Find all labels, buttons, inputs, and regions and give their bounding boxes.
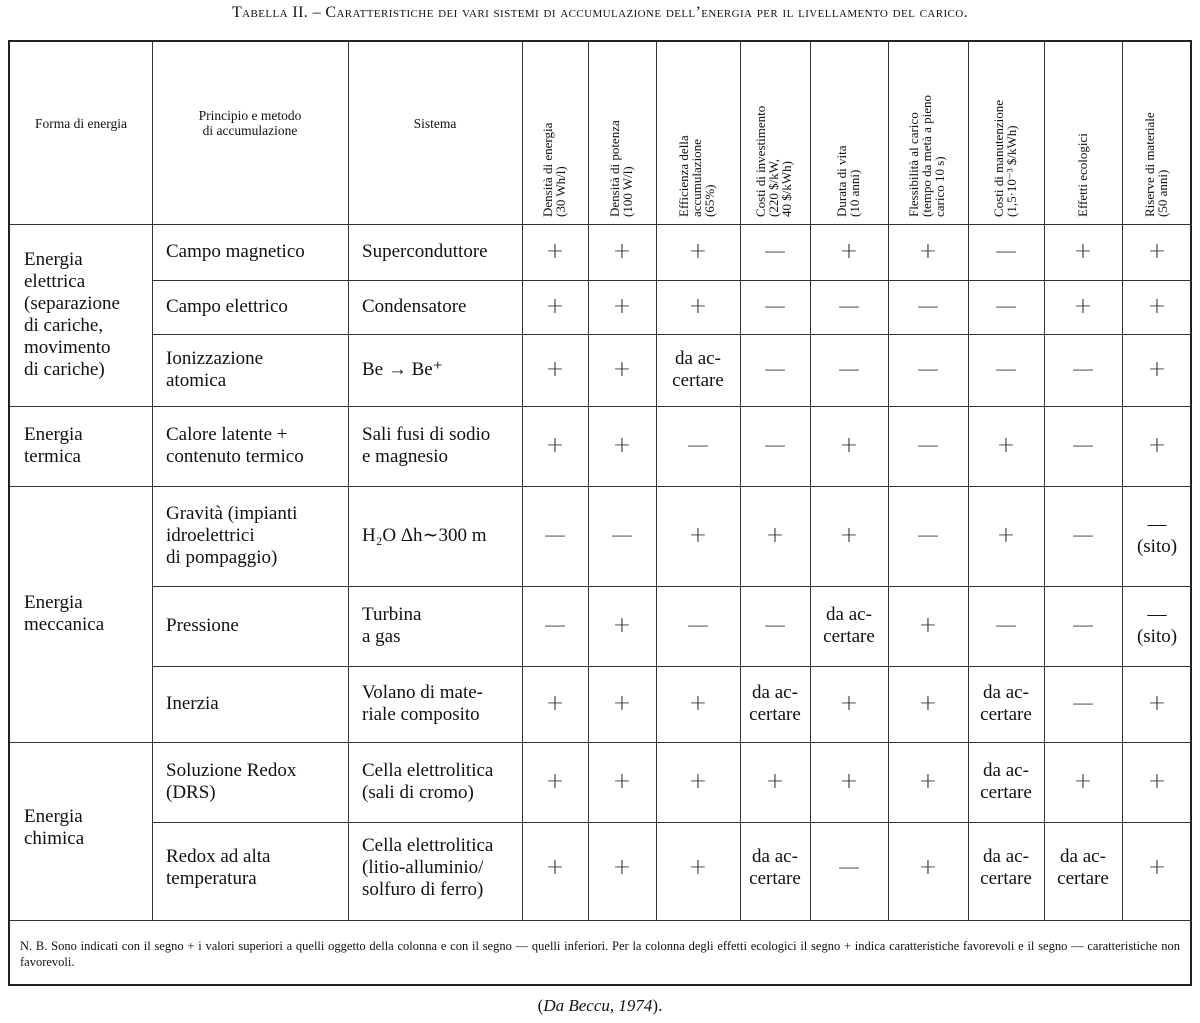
rating-cell: + [1147, 433, 1167, 458]
rating-cell: — [544, 613, 566, 638]
system-cell: Volano di mate- riale composito [362, 682, 484, 725]
rating-cell: + [545, 433, 565, 458]
energy-form-group: Energia chimica [24, 806, 85, 849]
energy-form-group: Energia termica [24, 424, 83, 467]
rating-cell: — [917, 357, 939, 382]
rating-cell: + [1147, 769, 1167, 794]
rating-cell: — [687, 433, 709, 458]
rating-cell: + [688, 294, 708, 319]
header-criterion-7 [968, 42, 1044, 224]
rating-cell: — [838, 294, 860, 319]
rating-cell: — [917, 523, 939, 548]
rating-cell: + [918, 613, 938, 638]
system-cell: Superconduttore [362, 241, 488, 262]
rating-cell: + [1073, 294, 1093, 319]
principle-cell: Inerzia [166, 693, 219, 714]
rating-cell: — [764, 433, 786, 458]
rating-cell: da ac- certare [823, 604, 875, 647]
rating-cell: + [1147, 239, 1167, 264]
rating-cell: + [688, 239, 708, 264]
header-criterion-label: Costi di investimento (220 $/kW, 40 $/kWh) [753, 105, 794, 217]
energy-form-group: Energia elettrica (separazione di cariche, movimento di cariche) [24, 249, 120, 380]
header-criterion-8 [1044, 42, 1122, 224]
rating-cell: da ac- certare [749, 846, 801, 889]
rating-cell: + [839, 691, 859, 716]
rating-cell: + [996, 523, 1016, 548]
rating-cell: — [764, 294, 786, 319]
rating-cell: + [688, 523, 708, 548]
rating-cell: — [917, 433, 939, 458]
header-forma-label: Forma di energia [35, 116, 127, 131]
system-cell: Sali fusi di sodio e magnesio [362, 424, 491, 467]
rating-cell: + [545, 855, 565, 880]
table-bottom-rule [10, 920, 1192, 921]
rating-cell: — [1072, 357, 1094, 382]
principle-cell: Campo elettrico [166, 296, 288, 317]
rating-cell: da ac- certare [1057, 846, 1109, 889]
rating-cell: da ac- certare [980, 846, 1032, 889]
system-cell: Condensatore [362, 296, 467, 317]
rating-cell: — [838, 357, 860, 382]
header-criterion-6 [888, 42, 968, 224]
principle-cell: Redox ad alta temperatura [166, 846, 271, 889]
header-criterion-5 [810, 42, 888, 224]
rating-cell: + [1073, 239, 1093, 264]
table-frame [8, 40, 1192, 986]
rating-cell: — [1072, 691, 1094, 716]
rating-cell: + [612, 769, 632, 794]
rating-cell: + [839, 433, 859, 458]
rating-cell: da ac- certare [672, 348, 724, 391]
rating-cell: — [544, 523, 566, 548]
rating-cell: + [545, 691, 565, 716]
rating-cell: + [918, 769, 938, 794]
header-criterion-label: Efficienza della accumulazione (65%) [676, 135, 717, 217]
rating-cell: + [839, 239, 859, 264]
rating-cell: + [765, 523, 785, 548]
rating-cell: + [545, 239, 565, 264]
rating-cell: + [545, 294, 565, 319]
header-criterion-label: Flessibilità al carico (tempo da metà a pieno carico 10 s) [906, 94, 947, 217]
header-criterion-label: Riserve di materiale (50 anni) [1142, 112, 1170, 217]
system-cell: Be → Be⁺ [362, 359, 443, 380]
rating-cell: da ac- certare [749, 682, 801, 725]
rating-cell: da ac- certare [980, 760, 1032, 803]
header-principio-label: Principio e metodo di accumulazione [198, 108, 302, 138]
header-criterion-label: Durata di vita (10 anni) [834, 145, 862, 217]
source-text: Da Beccu, 1974 [543, 996, 653, 1015]
system-cell: Cella elettrolitica (litio-alluminio/ solfuro di ferro) [362, 835, 494, 900]
rating-cell: + [612, 855, 632, 880]
rating-cell: + [612, 613, 632, 638]
rating-cell: + [688, 769, 708, 794]
rating-cell: — [1072, 523, 1094, 548]
principle-cell: Campo magnetico [166, 241, 305, 262]
rating-cell: — [764, 613, 786, 638]
rating-cell: + [612, 239, 632, 264]
rating-cell: + [612, 691, 632, 716]
header-criterion-9 [1122, 42, 1192, 224]
header-criterion-label: Costi di manutenzione (1,5·10⁻³ $/kWh) [991, 100, 1019, 217]
rating-cell: + [996, 433, 1016, 458]
energy-form-group: Energia meccanica [24, 592, 105, 635]
header-criterion-label: Densità di energia (30 Wh/l) [540, 122, 568, 217]
principle-cell: Ionizzazione atomica [166, 348, 264, 391]
rating-cell: — [1072, 433, 1094, 458]
rating-cell: da ac- certare [980, 682, 1032, 725]
rating-cell: + [839, 523, 859, 548]
rating-cell: + [918, 239, 938, 264]
rating-cell: — [764, 357, 786, 382]
principle-cell: Calore latente + contenuto termico [166, 424, 304, 467]
system-cell: Turbina a gas [362, 604, 422, 647]
rating-cell: + [839, 769, 859, 794]
rating-cell: + [688, 855, 708, 880]
table-caption: Tabella II. – Caratteristiche dei vari sistemi di accumulazione dell’energia per il livellamento del carico. [231, 4, 968, 21]
header-criterion-3 [656, 42, 740, 224]
principle-cell: Pressione [166, 615, 239, 636]
rating-cell: — (sito) [1136, 514, 1178, 557]
rating-cell: — [917, 294, 939, 319]
rating-cell: + [1073, 769, 1093, 794]
rating-cell: — [995, 357, 1017, 382]
rating-cell: + [612, 433, 632, 458]
rating-cell: + [545, 769, 565, 794]
header-forma [10, 42, 152, 224]
rating-cell: — [995, 239, 1017, 264]
rating-cell: — [995, 613, 1017, 638]
footnote: N. B. Sono indicati con il segno + i valori superiori a quelli oggetto della colonna e con il segno — quelli inferiori. Per la colonna degli effetti ecologici il segno + indica caratteristiche favorevoli e il segno — caratteristiche non favorevoli. [20, 939, 1180, 969]
header-criterion-4 [740, 42, 810, 224]
rating-cell: — [687, 613, 709, 638]
rating-cell: — [995, 294, 1017, 319]
source-citation: (Da Beccu, 1974). [537, 996, 663, 1015]
rating-cell: + [612, 357, 632, 382]
rating-cell: + [1147, 357, 1167, 382]
rating-cell: + [545, 357, 565, 382]
header-criterion-label: Densità di potenza (100 W/l) [607, 120, 635, 217]
rating-cell: + [918, 855, 938, 880]
system-cell: Cella elettrolitica (sali di cromo) [362, 760, 494, 803]
header-principio [152, 42, 348, 224]
header-criterion-1 [522, 42, 588, 224]
header-sistema [348, 42, 522, 224]
rating-cell: — (sito) [1136, 604, 1178, 647]
rating-cell: + [1147, 294, 1167, 319]
header-sistema-label: Sistema [413, 116, 457, 131]
rating-cell: + [765, 769, 785, 794]
header-criterion-2 [588, 42, 656, 224]
rating-cell: — [764, 239, 786, 264]
rating-cell: + [1147, 855, 1167, 880]
rating-cell: + [688, 691, 708, 716]
rating-cell: — [1072, 613, 1094, 638]
principle-cell: Soluzione Redox (DRS) [166, 760, 297, 803]
rating-cell: + [1147, 691, 1167, 716]
rating-cell: + [918, 691, 938, 716]
system-cell: H₂O Δh∼300 m [362, 525, 487, 546]
rating-cell: — [611, 523, 633, 548]
rating-cell: + [612, 294, 632, 319]
rating-cell: — [838, 855, 860, 880]
header-criterion-label: Effetti ecologici [1075, 133, 1090, 217]
principle-cell: Gravità (impianti idroelettrici di pompaggio) [166, 503, 298, 568]
